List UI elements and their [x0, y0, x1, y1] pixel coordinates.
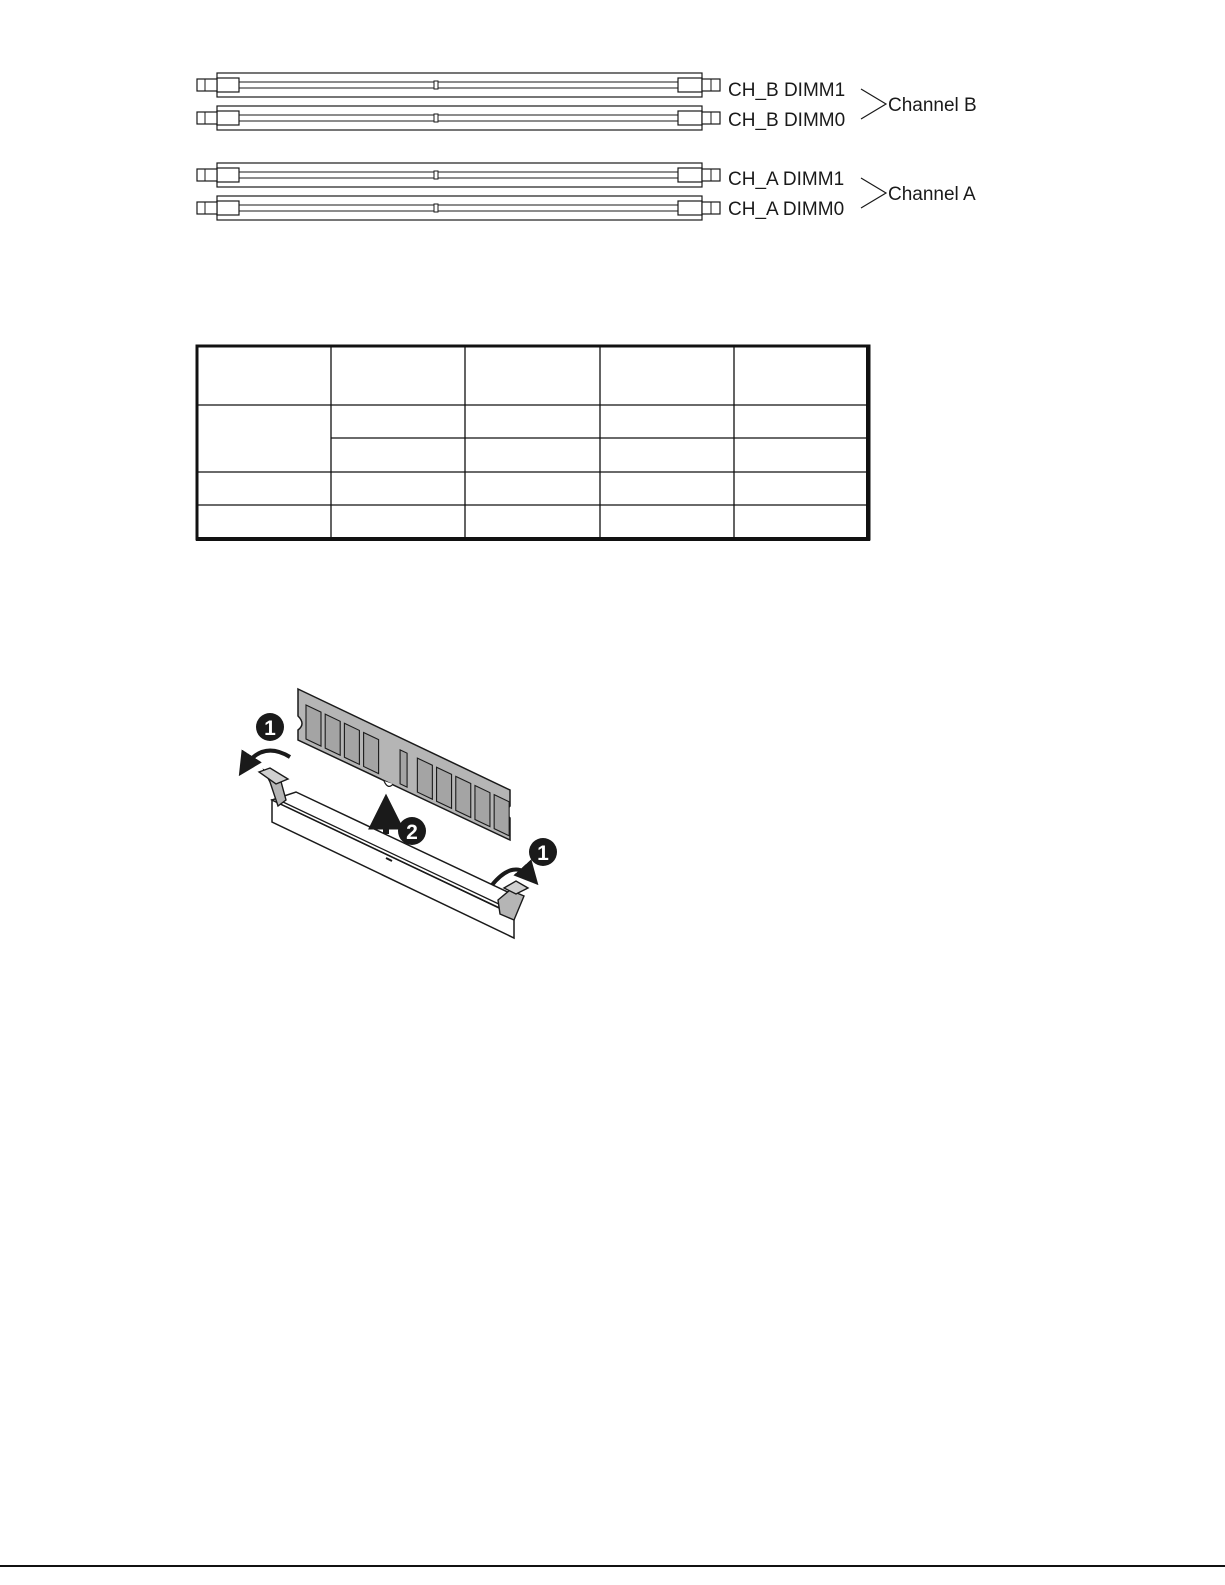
open-latch-arrow-left — [244, 751, 290, 768]
memory-chip — [344, 723, 359, 764]
memory-chip — [437, 767, 452, 808]
channel-a-label: Channel A — [888, 184, 976, 205]
right-retaining-clip — [498, 881, 528, 920]
memory-chip — [364, 732, 379, 773]
slot-label-ch-b-dimm0: CH_B DIMM0 — [728, 110, 846, 131]
memory-chip — [494, 795, 509, 836]
svg-text:1: 1 — [537, 842, 549, 865]
memory-chip — [325, 714, 340, 755]
slot-label-ch-a-dimm0: CH_A DIMM0 — [728, 199, 845, 220]
page-footer-rule — [0, 1565, 1225, 1567]
svg-text:2: 2 — [406, 821, 418, 844]
slot-label-ch-a-dimm1: CH_A DIMM1 — [728, 169, 845, 190]
socket-slot-groove — [287, 807, 500, 908]
memory-chip — [456, 776, 471, 817]
callout-badge-1-left — [256, 713, 284, 741]
callout-badge-2 — [398, 817, 426, 845]
channel-b-label: Channel B — [888, 95, 977, 116]
callout-badge-1-right — [529, 838, 557, 866]
memory-chip — [306, 705, 321, 746]
svg-text:1: 1 — [264, 717, 276, 740]
slot-label-ch-b-dimm1: CH_B DIMM1 — [728, 80, 846, 101]
memory-chip — [475, 786, 490, 827]
memory-chip — [400, 750, 407, 787]
memory-chip — [417, 758, 432, 799]
